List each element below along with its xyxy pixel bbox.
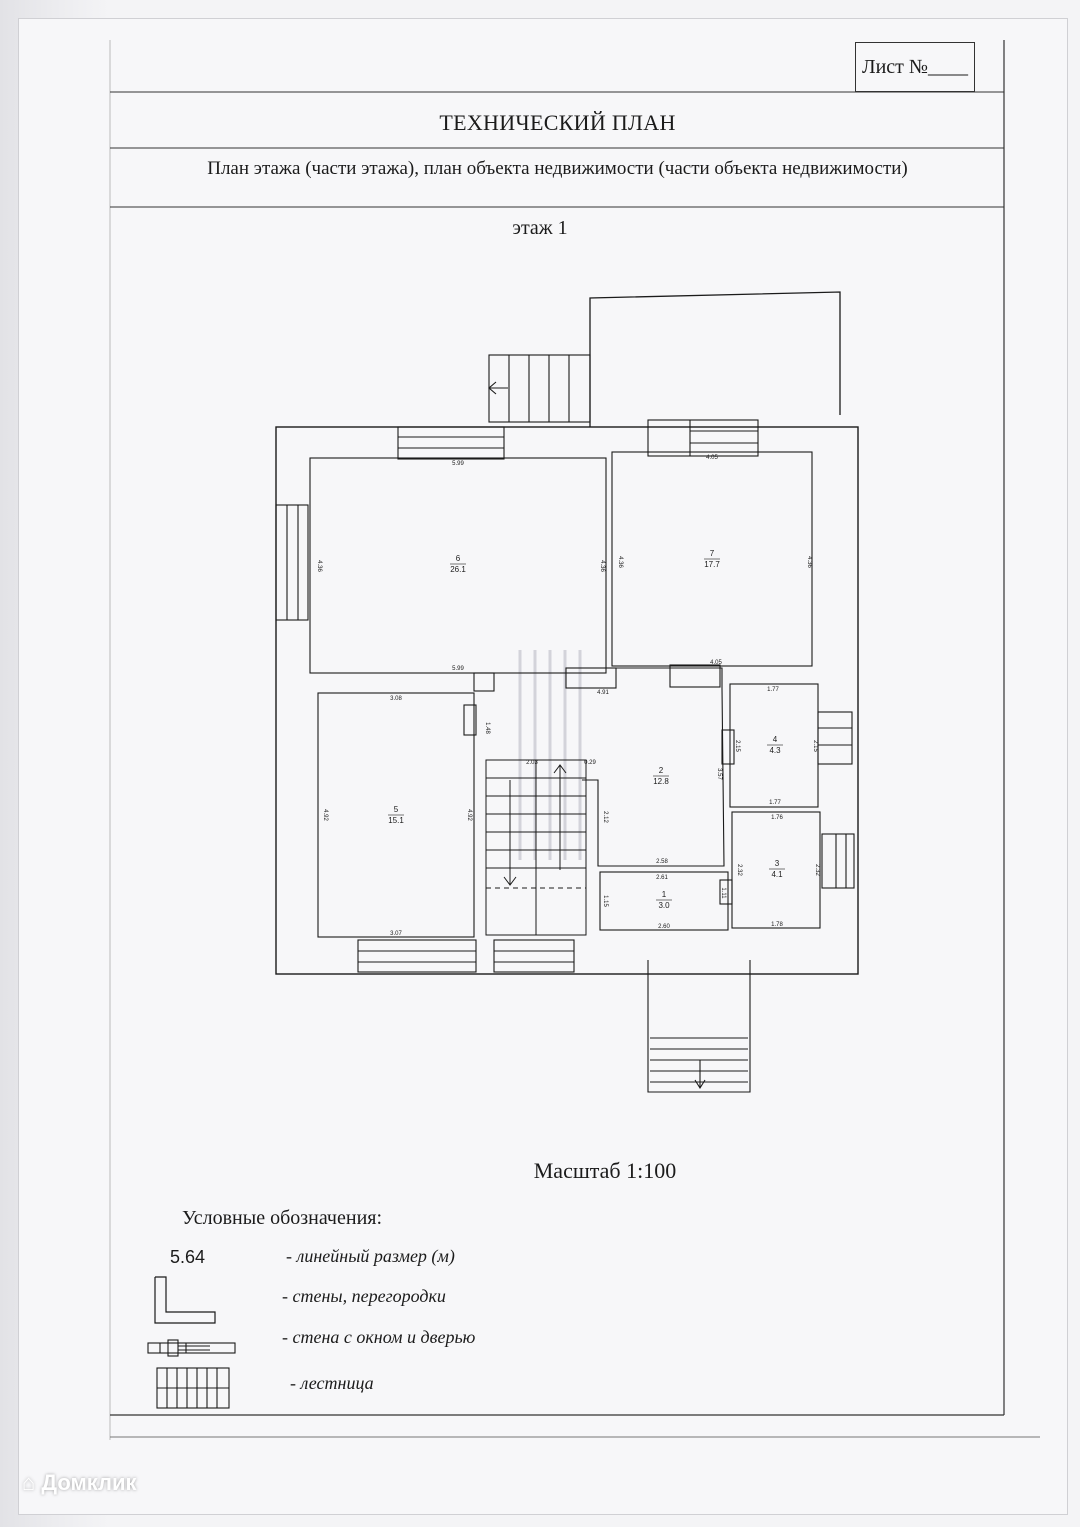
room-6-dim-top: 5.99 [452,461,464,467]
floor-label: этаж 1 [512,217,568,239]
room-5-number: 5 [393,805,399,814]
wall-window-door-icon [148,1340,235,1356]
room-5-dim-left: 4.92 [322,809,328,821]
room-1-number: 1 [661,890,667,899]
room-5-dim-bottom: 3.07 [390,931,402,937]
room-1-dim-bottom: 2.60 [658,924,670,930]
sheet-number-box: Лист №____ [855,42,975,92]
room-4-number: 4 [772,735,778,744]
room-6-number: 6 [455,554,461,563]
room-3-number: 3 [774,859,780,868]
room-7-number: 7 [709,549,715,558]
room-1-dim-right: 1.11 [720,887,726,899]
room-1-dim-top: 2.61 [656,875,668,881]
room-6-dim-bottom: 5.99 [452,666,464,672]
room-4-dim-left: 2.15 [734,740,740,752]
room-7-dim-right: 4.36 [806,556,812,568]
room-7-area: 17.7 [704,560,720,569]
room-3-dim-right: 2.32 [814,864,820,876]
room-1-area: 3.0 [658,901,670,910]
stairs-icon [157,1368,229,1408]
room-2-number: 2 [658,766,664,775]
room-6-dim-right: 4.36 [599,560,605,572]
legend-text-stairs: - лестница [290,1373,374,1393]
room-4-dim-bottom: 1.77 [769,800,781,806]
stairs-dim-top: 2.03 [526,760,538,766]
document-subtitle: План этажа (части этажа), план объекта недвижимости (части объекта недвижимости) [207,158,908,179]
legend-dimension-sample: 5.64 [170,1247,206,1267]
room-1-dim-left: 1.15 [602,895,608,907]
room-4-dim-top: 1.77 [767,687,779,693]
room-5-area: 15.1 [388,816,404,825]
room-4-dim-right: 2.15 [812,740,818,752]
wall-l-icon [155,1277,215,1323]
legend-text-walls: - стены, перегородки [282,1286,446,1306]
room-2-dim-right: 3.57 [716,768,722,780]
room-7-dim-bottom: 4.05 [710,660,722,666]
room-6-area: 26.1 [450,565,466,574]
room-2-dim-top: 4.91 [597,690,609,696]
room-5-dim-top: 3.08 [390,696,402,702]
room-6-dim-left: 4.36 [316,560,322,572]
room-3-dim-left: 2.32 [736,864,742,876]
document-title: ТЕХНИЧЕСКИЙ ПЛАН [439,110,676,135]
room-2-dim-bottom: 2.58 [656,859,668,865]
room-7-dim-top: 4.05 [706,455,718,461]
room-5-dim-right: 4.92 [466,809,472,821]
legend-text-dimension: - линейный размер (м) [286,1246,455,1266]
legend-title: Условные обозначения: [182,1207,383,1229]
room-3-area: 4.1 [771,870,783,879]
room-7-dim-left: 4.36 [617,556,623,568]
watermark-logo: ⌂ Домклик [22,1470,137,1495]
watermark-text: Домклик [41,1470,137,1495]
room-2-area: 12.8 [653,777,669,786]
room-3-dim-bottom: 1.78 [771,922,783,928]
legend-text-wall-window-door: - стена с окном и дверью [282,1327,476,1347]
room-4-area: 4.3 [769,746,781,755]
scale-label: Масштаб 1:100 [533,1158,677,1183]
room-3-dim-top: 1.76 [771,815,783,821]
stairs-dim-side: 0.29 [584,760,596,766]
room-2-dim-left: 2.12 [602,811,608,823]
hall-dim-left: 1.48 [484,722,490,734]
